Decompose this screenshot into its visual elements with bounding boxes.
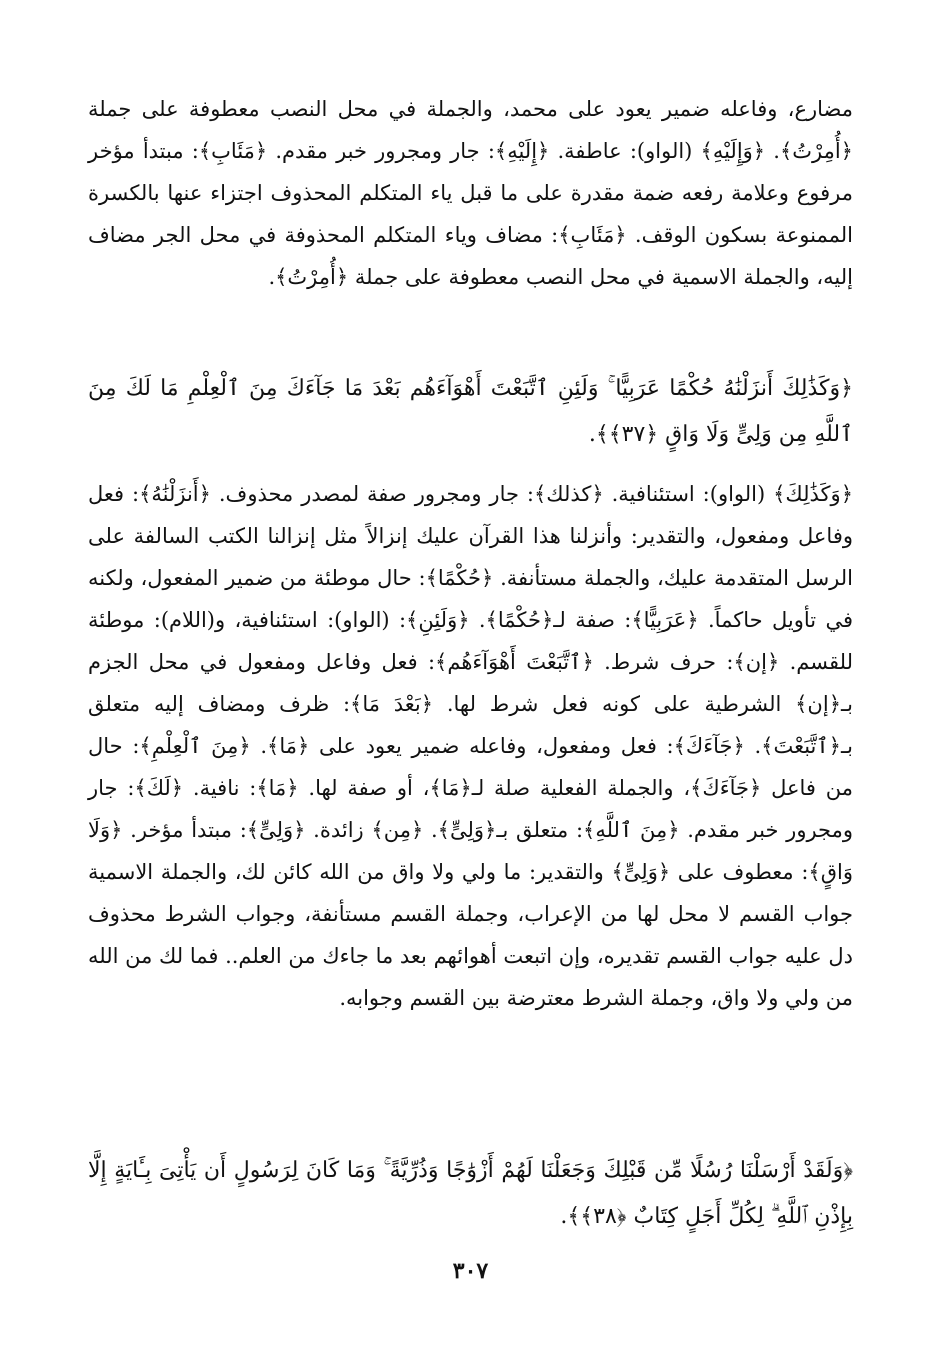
commentary-paragraph-2: ﴿وَكَذَٰلِكَ﴾ (الواو): استئنافية. ﴿كذلك﴾: جار ومجرور صفة لمصدر محذوف. ﴿أَنزَلْنَٰهُ﴾: فعل وفاعل ومفعول، والتقدير: وأنزلنا هذا القرآن عليك إنزالاً مثل إنزالنا الكتب السالفة على الرسل المتقدمة عليك، والجملة مستأنفة. ﴿حُكْمًا﴾: حال موطئة من ضمير المفعول، ولكنه في تأويل حاكماً. ﴿عَرَبِيًّا﴾: صفة لـ﴿حُكْمًا﴾. ﴿وَلَئِنِ﴾: (الواو): استئنافية، و(اللام): موطئة للقسم. ﴿إن﴾: حرف شرط. ﴿ٱتَّبَعْتَ أَهْوَآءَهُم﴾: فعل وفاعل ومفعول في محل الجزم بـ﴿إن﴾ الشرطية على كونه فعل شرط لها. ﴿بَعْدَ مَا﴾: ظرف ومضاف إليه متعلق بـ﴿ٱتَّبَعْتَ﴾. ﴿جَآءَكَ﴾: فعل ومفعول، وفاعله ضمير يعود على ﴿مَا﴾. ﴿مِنَ ٱلْعِلْمِ﴾: حال من فاعل ﴿جَآءَكَ﴾، والجملة الفعلية صلة لـ﴿مَا﴾، أو صفة لها. ﴿مَا﴾: نافية. ﴿لَكَ﴾: جار ومجرور خبر مقدم. ﴿مِنَ ٱللَّهِ﴾: متعلق بـ﴿وَلِىٍّ﴾. ﴿مِن﴾ زائدة. ﴿وَلِىٍّ﴾: مبتدأ مؤخر. ﴿وَلَا وَاقٍ﴾: معطوف على ﴿وَلِىٍّ﴾ والتقدير: ما ولي ولا واق من الله كائن لك، والجملة الاسمية جواب القسم لا محل لها من الإعراب، وجملة القسم مستأنفة، وجواب الشرط محذوف دل عليه جواب القسم تقديره، وإن اتبعت أهوائهم بعد ما جاءك من العلم.. فما لك من الله من ولي ولا واق، وجملة الشرط معترضة بين القسم وجوابه. [88,482,853,1010]
commentary-paragraph-1: مضارع، وفاعله ضمير يعود على محمد، والجملة في محل النصب معطوفة على جملة ﴿أُمِرْتُ﴾. ﴿وَإِلَيْهِ﴾ (الواو): عاطفة. ﴿إِلَيْهِ﴾: جار ومجرور خبر مقدم. ﴿مَئَابِ﴾: مبتدأ مؤخر مرفوع وعلامة رفعه ضمة مقدرة على ما قبل ياء المتكلم المحذوف اجتزاء عنها بالكسرة الممنوعة بسكون الوقف. ﴿مَئَابِ﴾: مضاف وياء المتكلم المحذوفة في محل الجر مضاف إليه، والجملة الاسمية في محل النصب معطوفة على جملة ﴿أُمِرْتُ﴾. [88,97,853,289]
quran-verse-37: ﴿وَكَذَٰلِكَ أَنزَلْنَٰهُ حُكْمًا عَرَبِيًّا ۚ وَلَئِنِ ٱتَّبَعْتَ أَهْوَآءَهُم بَعْدَ مَا جَآءَكَ مِنَ ٱلْعِلْمِ مَا لَكَ مِنَ ٱللَّهِ مِن وَلِىٍّ وَلَا وَاقٍ ﴿٣٧﴾﴾. [88,376,853,447]
page-number: ٣٠٧ [452,1258,489,1284]
quran-verse-38: ﴿وَلَقَدْ أَرْسَلْنَا رُسُلًا مِّن قَبْلِكَ وَجَعَلْنَا لَهُمْ أَزْوَٰجًا وَذُرِّيَّةً ۚ وَمَا كَانَ لِرَسُولٍ أَن يَأْتِىَ بِـَٔايَةٍ إِلَّا بِإِذْنِ ٱللَّهِ ۗ لِكُلِّ أَجَلٍ كِتَابٌ ﴿٣٨﴾﴾. [88,1158,853,1229]
document-page [88,88,853,1328]
